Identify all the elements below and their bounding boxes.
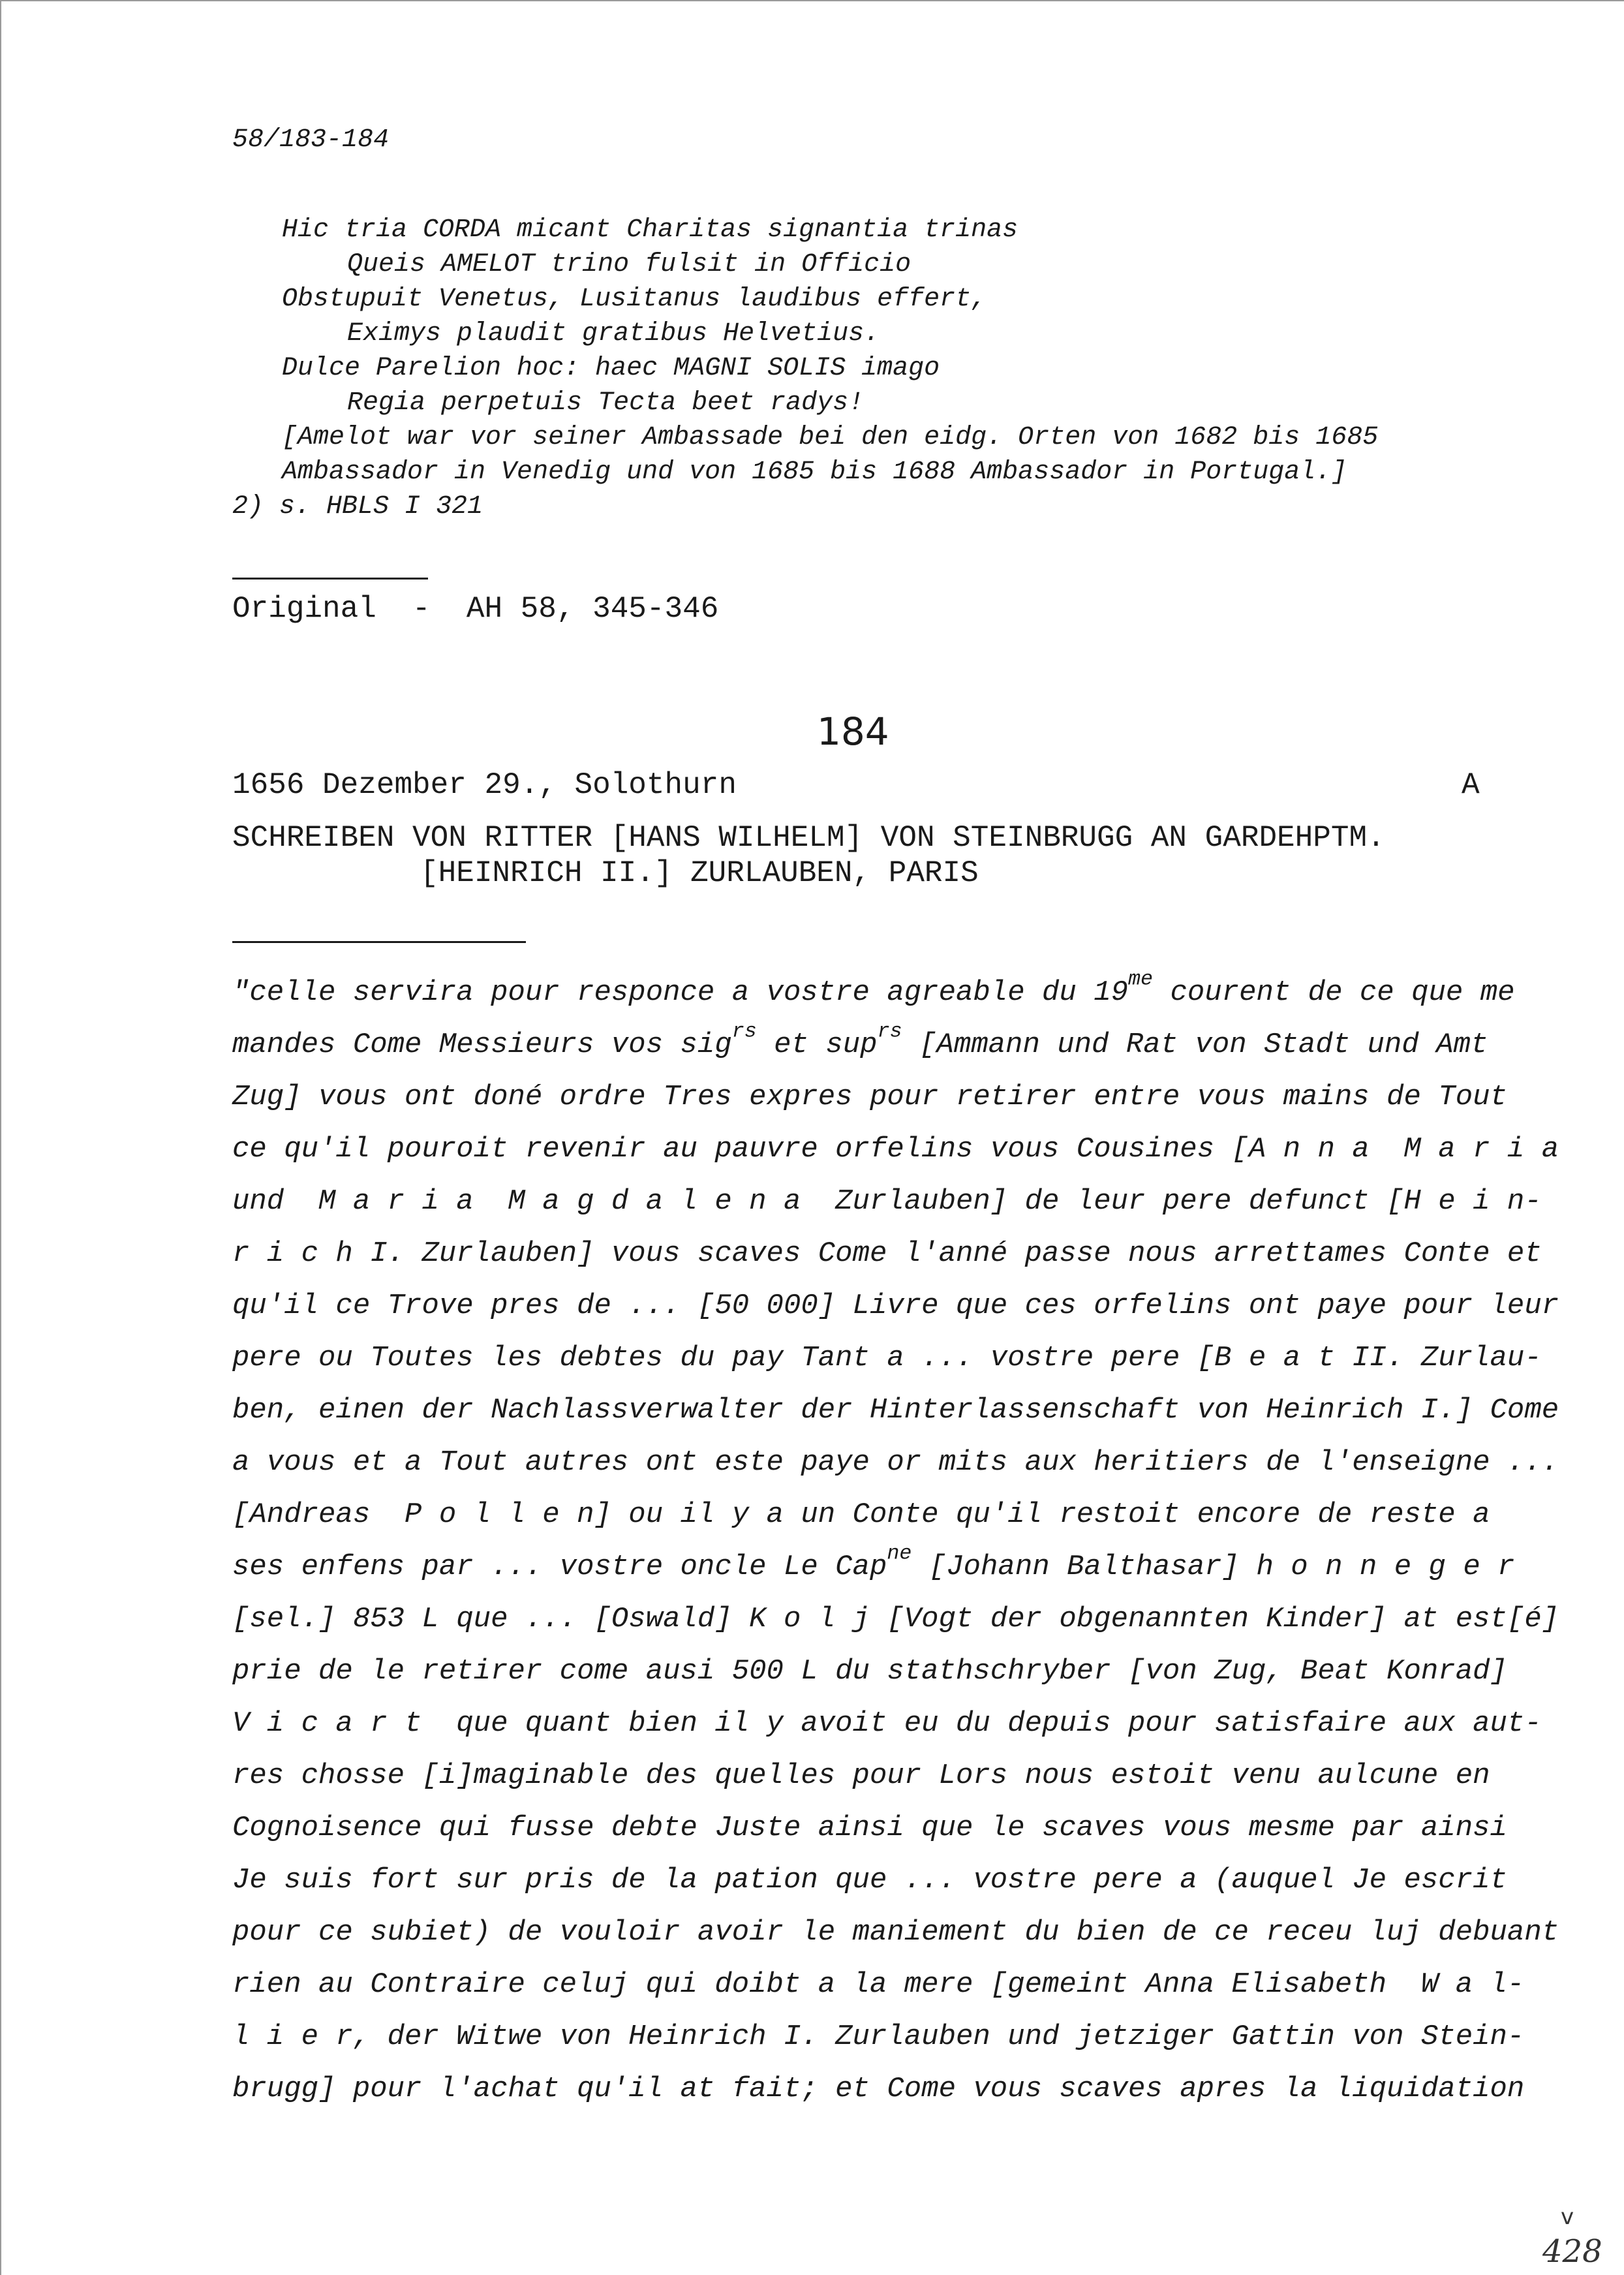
body-line-20: rien au Contraire celuj qui doibt a la mere [gemeint Anna Elisabeth W a l- [232, 1968, 1525, 2001]
body-line-11: [Andreas P o l l e n] ou il y a un Conte qu'il restoit encore de reste a [232, 1498, 1490, 1531]
date-place: 1656 Dezember 29., Solothurn [232, 768, 737, 802]
body-line-6: r i c h I. Zurlauben] vous scaves Come l'anné passe nous arrettames Conte et [232, 1237, 1542, 1270]
body-line-9: ben, einen der Nachlassverwalter der Hinterlassenschaft von Heinrich I.] Come [232, 1394, 1559, 1427]
heading-line-1: SCHREIBEN VON RITTER [HANS WILHELM] VON STEINBRUGG AN GARDEHPTM. [232, 821, 1385, 855]
body-line-5: und M a r i a M a g d a l e n a Zurlauben] de leur pere defunct [H e i n- [232, 1185, 1542, 1218]
poem-line-1: Hic tria CORDA micant Charitas signantia trinas [282, 215, 1019, 245]
handwritten-check-mark: v [1561, 2204, 1574, 2230]
superscript: rs [877, 1019, 902, 1044]
body-line-14: prie de le retirer come ausi 500 L du stathschryber [von Zug, Beat Konrad] [232, 1655, 1507, 1688]
body-line-10: a vous et a Tout autres ont este paye or mits aux heritiers de l'enseigne ... [232, 1446, 1559, 1479]
body-line-19: pour ce subiet) de vouloir avoir le maniement du bien de ce receu luj debuant [232, 1916, 1559, 1949]
body-line-4: ce qu'il pouroit revenir au pauvre orfelins vous Cousines [A n n a M a r i a [232, 1133, 1559, 1166]
body-line-21: l i e r, der Witwe von Heinrich I. Zurlauben und jetziger Gattin von Stein- [232, 2020, 1525, 2053]
poem-line-3: Obstupuit Venetus, Lusitanus laudibus effert, [282, 285, 987, 314]
heading-line-2: [HEINRICH II.] ZURLAUBEN, PARIS [420, 856, 979, 890]
body-line-3: Zug] vous ont doné ordre Tres expres pour retirer entre vous mains de Tout [232, 1081, 1507, 1113]
poem-line-2: Queis AMELOT trino fulsit in Officio [347, 250, 912, 279]
superscript: rs [731, 1019, 757, 1044]
body-line-22: brugg] pour l'achat qu'il at fait; et Come vous scaves apres la liquidation [232, 2073, 1525, 2105]
footnote: 2) s. HBLS I 321 [232, 492, 483, 521]
body-line-15: V i c a r t que quant bien il y avoit eu du depuis pour satisfaire aux aut- [232, 1707, 1542, 1740]
body-line-8: pere ou Toutes les debtes du pay Tant a ... vostre pere [B e a t II. Zurlau- [232, 1342, 1542, 1374]
heading-divider [232, 941, 526, 943]
original-source: Original - AH 58, 345-346 [232, 592, 719, 626]
letter-mark: A [1462, 768, 1480, 802]
poem-line-4: Eximys plaudit gratibus Helvetius. [347, 319, 880, 348]
body-line-2: mandes Come Messieurs vos sig$^{rs}$ et sup$^{rs}$ [Ammann und Rat von Stadt und Amt [232, 1019, 1488, 1061]
body-line-7: qu'il ce Trove pres de ... [50 000] Livre que ces orfelins ont paye pour leur [232, 1290, 1559, 1322]
footnote-divider [232, 578, 428, 580]
body-line-18: Je suis fort sur pris de la pation que ... vostre pere a (auquel Je escrit [232, 1864, 1507, 1896]
note-line-2: Ambassador in Venedig und von 1685 bis 1688 Ambassador in Portugal.] [282, 457, 1347, 487]
archive-reference: 58/183-184 [232, 125, 390, 155]
body-line-17: Cognoisence qui fusse debte Juste ainsi que le scaves vous mesme par ainsi [232, 1812, 1507, 1844]
body-line-12: ses enfens par ... vostre oncle Le Cap$^{ne}$ [Johann Balthasar] h o n n e g e r [232, 1541, 1515, 1583]
handwritten-page-number: 428 [1542, 2233, 1602, 2270]
superscript: me [1128, 967, 1154, 991]
body-line-16: res chosse [i]maginable des quelles pour Lors nous estoit venu aulcune en [232, 1759, 1490, 1792]
poem-line-6: Regia perpetuis Tecta beet radys! [347, 388, 865, 418]
document-number: 184 [817, 709, 889, 754]
body-line-1: "celle servira pour responce a vostre agreable du $19^{me}$ courent de ce que me [232, 967, 1515, 1009]
note-line-1: [Amelot war vor seiner Ambassade bei den eidg. Orten von 1682 bis 1685 [282, 423, 1379, 452]
poem-line-5: Dulce Parelion hoc: haec MAGNI SOLIS imago [282, 354, 940, 383]
superscript: ne [887, 1541, 912, 1566]
body-line-13: [sel.] 853 L que ... [Oswald] K o l j [Vogt der obgenannten Kinder] at est[é] [232, 1603, 1559, 1635]
